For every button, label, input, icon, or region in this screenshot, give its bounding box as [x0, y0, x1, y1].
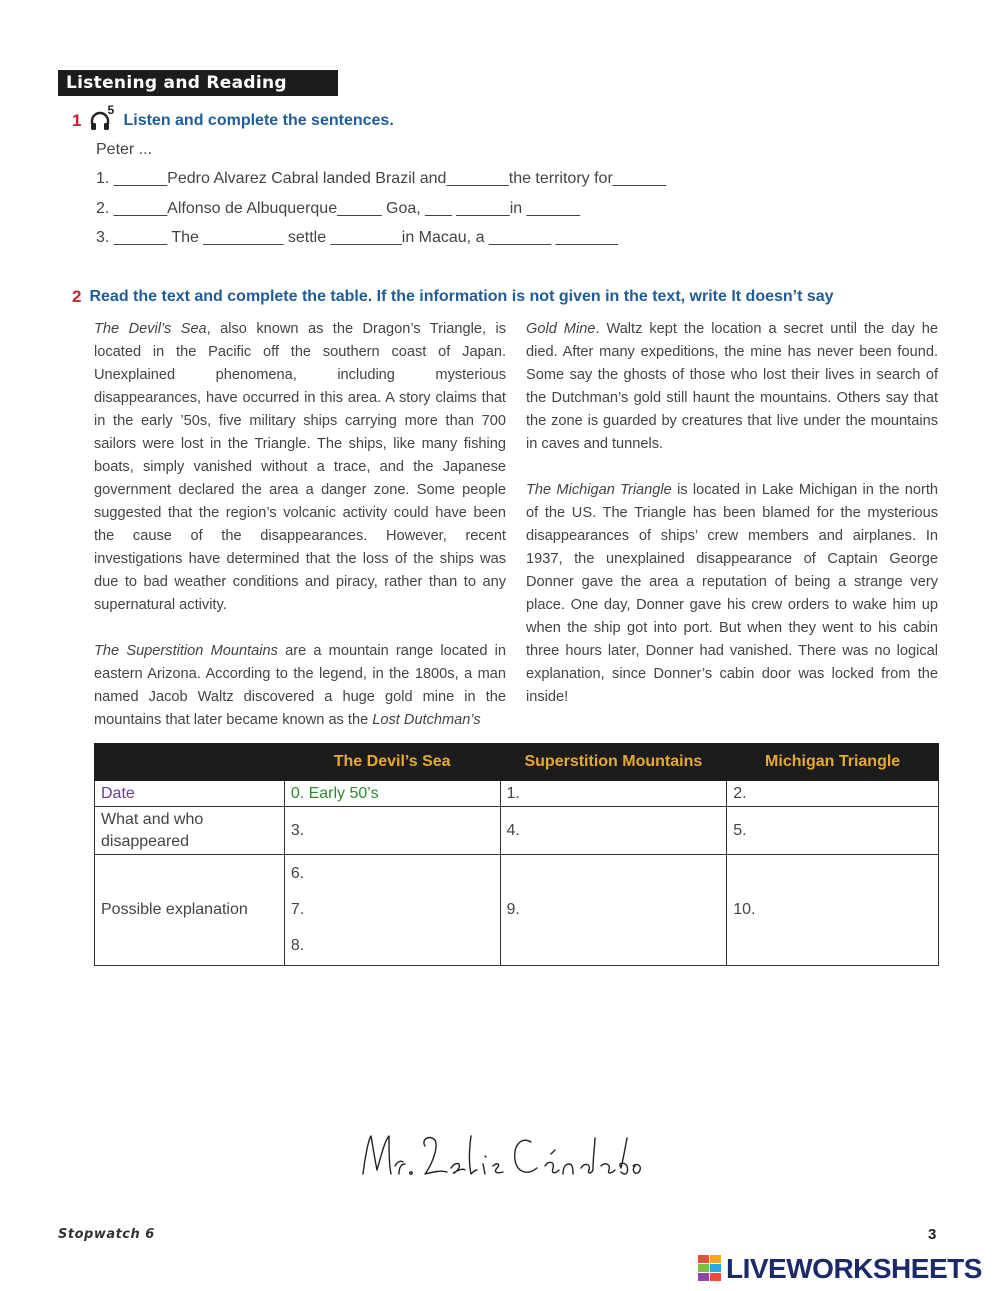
- gold-mine-paragraph: Gold Mine. Waltz kept the location a secret until the day he died. After many expeditions, the mine has never been found. Some say the ghosts of those who lost their lives in search of the Dutchman’s gold still haunt the mountains. Others say that the zone is guarded by creatures that live under the mountains in caves and tunnels.: [526, 321, 938, 452]
- exercise-2-header: [72, 287, 834, 307]
- liveworksheets-text: LIVEWORKSHEETS: [726, 1253, 982, 1284]
- exercise-1-title: Listen and complete the sentences.: [123, 112, 394, 129]
- track-number: 5: [107, 103, 115, 117]
- table-row-explanation: [95, 855, 939, 966]
- answer-cell-3[interactable]: 3.: [284, 807, 500, 855]
- michigan-title: The Michigan Triangle: [526, 482, 672, 498]
- cell-explanation-devils-sea: [284, 855, 500, 966]
- table-header-michigan: Michigan Triangle: [727, 744, 939, 781]
- exercise-1-sentence-1[interactable]: 1. ______Pedro Alvarez Cabral landed Brazil and_______the territory for______: [96, 170, 667, 187]
- table-header-empty: [95, 744, 285, 781]
- reading-left-column: [94, 318, 506, 732]
- page-number: 3: [928, 1226, 937, 1243]
- liveworksheets-logo-icon: [698, 1255, 722, 1283]
- exercise-1-sentence-3[interactable]: 3. ______ The _________ settle ________in Macau, a _______ _______: [96, 229, 618, 246]
- table-row-what: [95, 807, 939, 855]
- answer-cell-10[interactable]: 10.: [727, 855, 939, 966]
- exercise-1-number: 1: [72, 111, 82, 130]
- answer-cell-8[interactable]: 8.: [290, 937, 305, 954]
- table-header-devils-sea: The Devil’s Sea: [284, 744, 500, 781]
- superstition-paragraph: The Superstition Mountains are a mountain range located in eastern Arizona. According to the legend, in the 1800s, a man named Jacob Waltz discovered a huge gold mine in the mountains that later became known as the Lost Dutchman’s: [94, 643, 506, 728]
- answer-cell-6[interactable]: 6.: [290, 865, 305, 882]
- cell-date-devils-sea: 0. Early 50’s: [284, 781, 500, 807]
- liveworksheets-watermark: [698, 1254, 982, 1284]
- table-header-superstition: Superstition Mountains: [500, 744, 727, 781]
- michigan-paragraph: The Michigan Triangle is located in Lake Michigan in the north of the US. The Triangle has been blamed for the mysterious disappearances of ships’ crew members and airplanes. In 1937, the unexplained disappearance of Captain George Donner gave the area a reputation of being a strange very place. One day, Donner gave his crew orders to wake him up when the ship got into port. But when they went to his cabin three hours later, Donner had vanished. There was no logical explanation, since Donner’s cabin door was locked from the inside!: [526, 482, 938, 705]
- exercise-2-number: 2: [72, 287, 82, 306]
- footer-brand: [58, 1227, 155, 1242]
- exercise-1-header: [72, 103, 394, 132]
- row-label-explanation: Possible explanation: [95, 855, 285, 966]
- table-header-row: [95, 744, 939, 781]
- section-banner: Listening and Reading: [58, 70, 338, 96]
- row-label-what: What and who disappeared: [95, 807, 285, 855]
- headphones-icon[interactable]: [89, 103, 115, 132]
- answer-cell-2[interactable]: 2.: [727, 781, 939, 807]
- table-row-date: [95, 781, 939, 807]
- answer-table: [94, 743, 939, 966]
- answer-cell-5[interactable]: 5.: [727, 807, 939, 855]
- exercise-2-title: Read the text and complete the table. If the information is not given in the text, write It doesn’t say: [89, 288, 834, 305]
- row-label-date: Date: [95, 781, 285, 807]
- answer-cell-4[interactable]: 4.: [500, 807, 727, 855]
- answer-cell-9[interactable]: 9.: [500, 855, 727, 966]
- answer-cell-1[interactable]: 1.: [500, 781, 727, 807]
- answer-cell-7[interactable]: 7.: [290, 901, 305, 918]
- devils-sea-paragraph: The Devil’s Sea, also known as the Dragon’s Triangle, is located in the Pacific off the southern coast of Japan. Unexplained phenomena, including mysterious disappearances, have occurred in this area. A story claims that in the early ’50s, five military ships carrying more than 700 sailors were lost in the Triangle. The ships, like many fishing boats, simply vanished without a trace, and the Japanese government declared the area a danger zone. Some people suggested that the region’s volcanic activity could have been the cause of the disappearances. However, recent investigations have determined that the loss of the ships was due to bad weather conditions and piracy, rather than to any supernatural activity.: [94, 321, 506, 613]
- stopwatch-logo-text: Stopwatch 6: [58, 1227, 155, 1242]
- signature: [355, 1126, 645, 1186]
- devils-sea-title: The Devil’s Sea: [94, 321, 207, 337]
- exercise-1-intro: Peter ...: [96, 141, 153, 158]
- superstition-title: The Superstition Mountains: [94, 643, 278, 659]
- exercise-1-sentence-2[interactable]: 2. ______Alfonso de Albuquerque_____ Goa, ___ ______in ______: [96, 200, 580, 217]
- reading-right-column: [526, 318, 938, 709]
